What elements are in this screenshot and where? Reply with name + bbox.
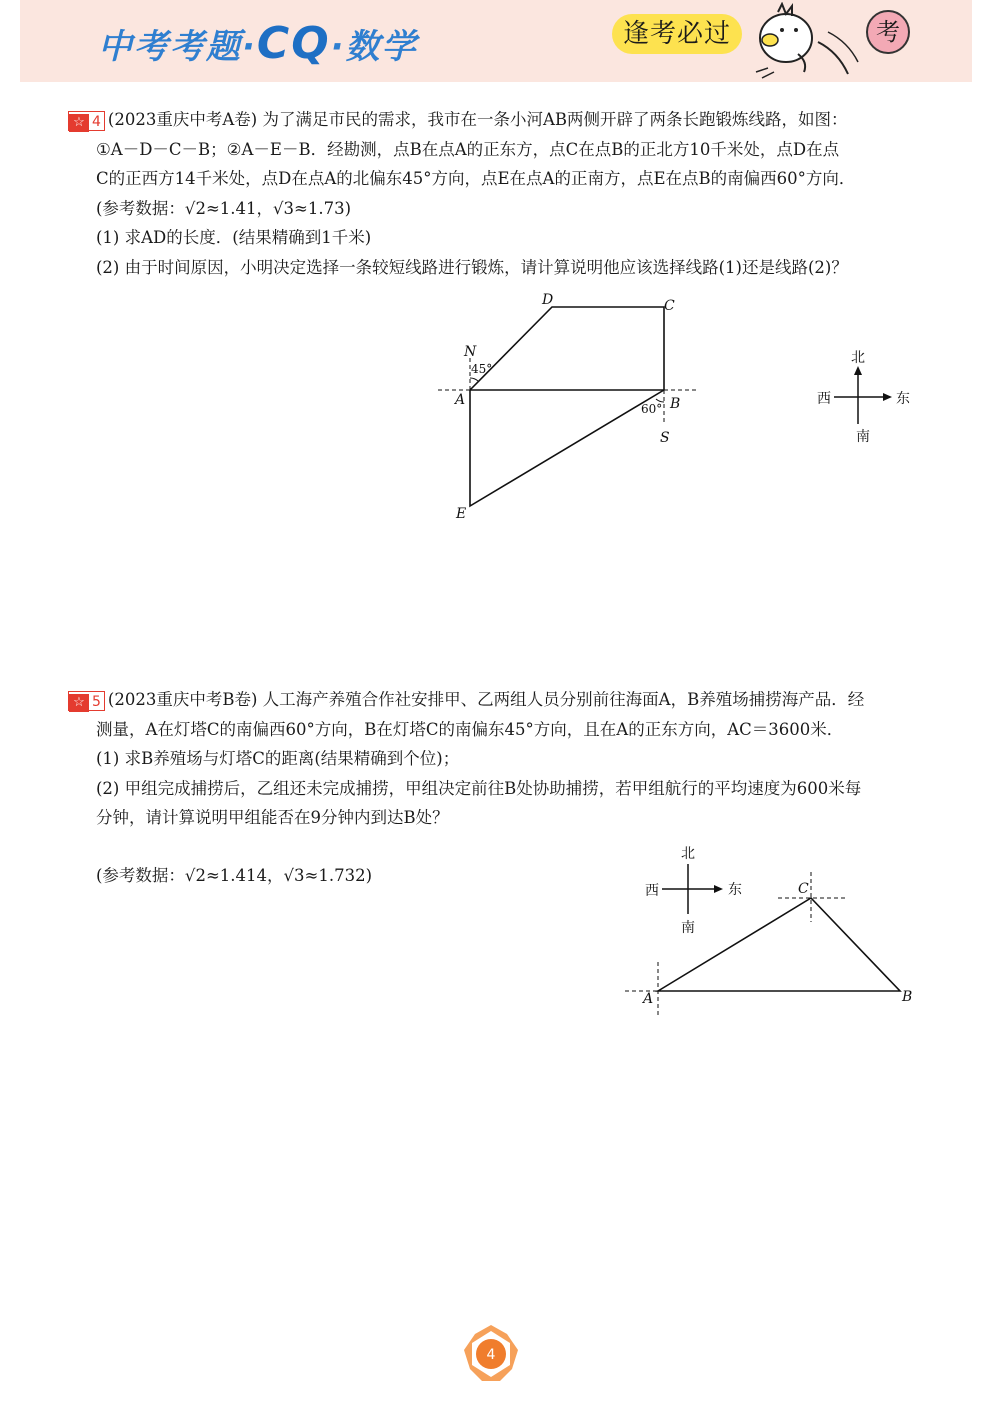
compass-west: 西: [817, 391, 831, 407]
problem-5-line-1: ☆ 5 (2023重庆中考B卷) 人工海产养殖合作社安排甲、乙两组人员分别前往海面A，B养殖场捕捞海产品．经: [68, 685, 928, 715]
compass-south: 南: [681, 920, 695, 936]
problem-5-reference: (参考数据：√2≈1.414，√3≈1.732): [96, 865, 373, 885]
label-c: C: [798, 881, 809, 897]
problem-4-question-2: (2) 由于时间原因，小明决定选择一条较短线路进行锻炼，请计算说明他应该选择线路(1)还是线路(2)？: [96, 257, 848, 277]
compass-north: 北: [681, 846, 695, 862]
star-icon: ☆: [69, 114, 89, 132]
problem-5-question-1: (1) 求B养殖场与灯塔C的距离(结果精确到个位)；: [96, 749, 460, 768]
east-arrow-icon: [714, 885, 723, 893]
page-number-badge: [460, 1323, 522, 1385]
label-b: B: [902, 989, 913, 1005]
problem-number-badge: ☆ 4: [68, 111, 105, 131]
problem-number-badge: ☆ 5: [68, 691, 105, 711]
brand-left: 中考考题·: [98, 27, 257, 67]
page-number: 4: [486, 1347, 496, 1363]
label-n: N: [464, 344, 477, 360]
label-a: A: [643, 991, 654, 1007]
slogan-badge: 逢考必过: [612, 14, 742, 54]
kao-badge: 考: [866, 10, 910, 54]
label-c: C: [664, 298, 675, 314]
problem-5-question-2: (2) 甲组完成捕捞后，乙组还未完成捕捞，甲组决定前往B处协助捕捞，若甲组航行的平均速度为600米每: [96, 778, 862, 798]
angle-label-60: 60°: [641, 402, 663, 416]
brand-right: ·数学: [330, 27, 418, 67]
problem-4-line-3: C的正西方14千米处，点D在点A的北偏东45°方向，点E在点A的正南方，点E在点B的南偏西60°方向．: [96, 169, 856, 188]
brand-cq: CQ: [256, 18, 331, 69]
triangle-acb: [658, 898, 900, 991]
label-d: D: [542, 292, 554, 308]
compass-north: 北: [851, 350, 865, 366]
label-b: B: [670, 396, 681, 412]
label-e: E: [456, 506, 467, 522]
label-a: A: [455, 392, 466, 408]
problem-4-line-2: ①A－D－C－B；②A－E－B．经勘测，点B在点A的正东方，点C在点B的正北方10千米处，点D在点: [96, 139, 840, 159]
problem-4-line-1: ☆ 4 (2023重庆中考A卷) 为了满足市民的需求，我市在一条小河AB两侧开辟了两条长跑锻炼线路，如图：: [68, 105, 928, 135]
compass-east: 东: [728, 882, 742, 898]
problem-5-question-2-cont: 分钟，请计算说明甲组能否在9分钟内到达B处？: [96, 808, 449, 827]
compass-west: 西: [645, 883, 659, 899]
compass-south: 南: [856, 429, 870, 445]
compass-rose-2: [645, 846, 742, 936]
compass-east: 东: [896, 391, 910, 407]
label-s: S: [660, 430, 670, 446]
angle-label-45: 45°: [471, 362, 493, 376]
problem-4-reference: (参考数据：√2≈1.41，√3≈1.73): [96, 198, 352, 218]
star-icon: ☆: [69, 694, 89, 712]
problem-4-question-1: (1) 求AD的长度．(结果精确到1千米): [96, 228, 372, 247]
problem-5-line-2: 测量，A在灯塔C的南偏西60°方向，B在灯塔C的南偏东45°方向，且在A的正东方向，AC＝3600米．: [96, 719, 844, 739]
